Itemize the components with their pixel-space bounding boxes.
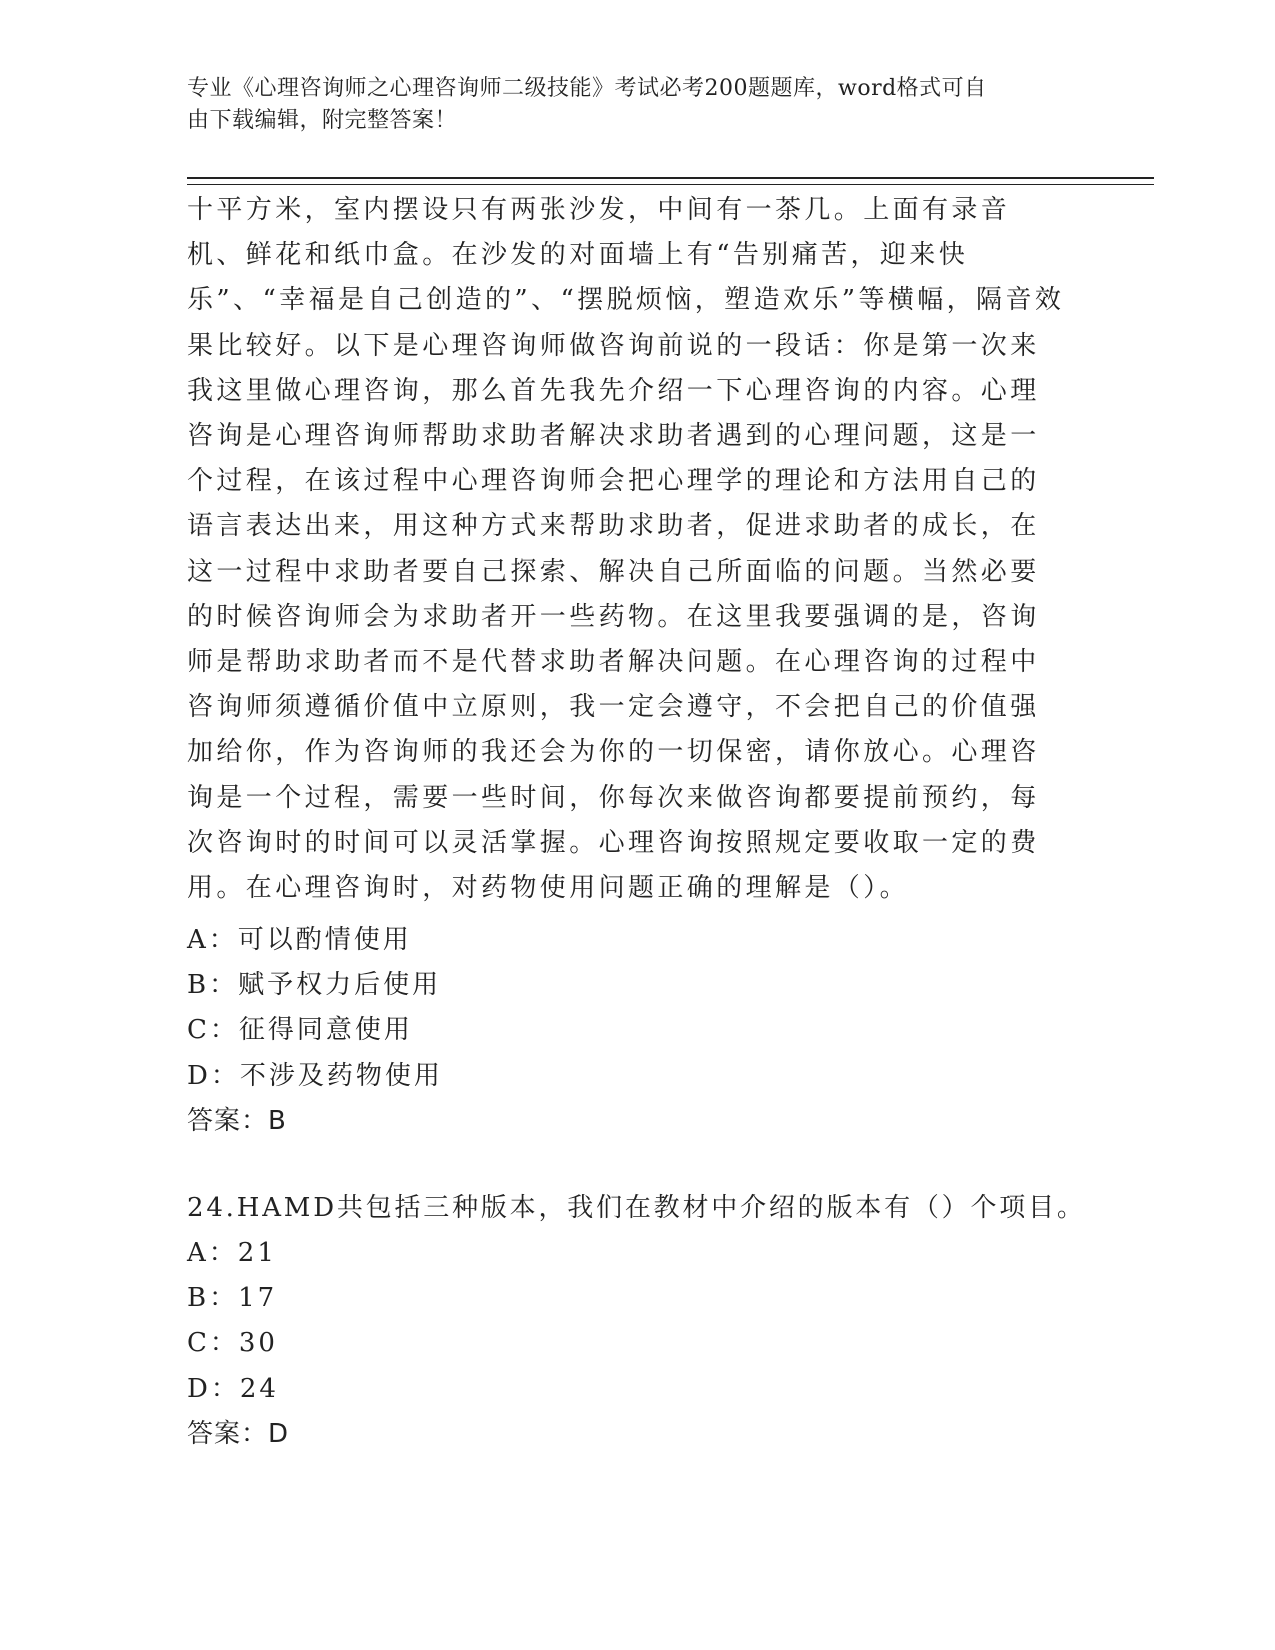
question-24-stem: 24.HAMD共包括三种版本，我们在教材中介绍的版本有（）个项目。: [187, 1193, 1086, 1223]
option-c: C：30: [187, 1328, 278, 1359]
question-24-options: [187, 1231, 1067, 1457]
option-b: B：赋予权力后使用: [187, 970, 442, 1001]
answer-label: 答案：: [187, 1105, 269, 1136]
option-d: D：24: [187, 1373, 279, 1404]
question-24-answer: [187, 1412, 1067, 1457]
header-divider-thin: [187, 184, 1154, 185]
document-header: [187, 73, 1067, 137]
header-divider-thick: [187, 177, 1154, 179]
answer-value: D: [268, 1418, 290, 1449]
header-title-line-2: 由下载编辑，附完整答案！: [187, 108, 458, 133]
option-b: B：17: [187, 1283, 278, 1314]
option-c: C：征得同意使用: [187, 1015, 413, 1046]
question-23-passage: 十平方米，室内摆设只有两张沙发，中间有一茶几。上面有录音机、鲜花和纸巾盒。在沙发的对面墙上有“告别痛苦，迎来快乐”、“幸福是自己创造的”、“摆脱烦恼，塑造欢乐”等横幅，隔音效果比较好。以下是心理咨询师做咨询前说的一段话：你是第一次来我这里做心理咨询，那么首先我先介绍一下心理咨询的内容。心理咨询是心理咨询师帮助求助者解决求助者遇到的心理问题，这是一个过程，在该过程中心理咨询师会把心理学的理论和方法用自己的语言表达出来，用这种方式来帮助求助者，促进求助者的成长，在这一过程中求助者要自己探索、解决自己所面临的问题。当然必要的时候咨询师会为求助者开一些药物。在这里我要强调的是，咨询师是帮助求助者而不是代替求助者解决问题。在心理咨询的过程中咨询师须遵循价值中立原则，我一定会遵守，不会把自己的价值强加给你，作为咨询师的我还会为你的一切保密，请你放心。心理咨询是一个过程，需要一些时间，你每次来做咨询都要提前预约，每次咨询时的时间可以灵活掌握。心理咨询按照规定要收取一定的费用。在心理咨询时，对药物使用问题正确的理解是（）。: [187, 195, 1065, 904]
option-a: A：21: [187, 1238, 277, 1268]
answer-label: 答案：: [187, 1418, 269, 1449]
option-a: A：可以酌情使用: [187, 925, 412, 955]
question-23-answer: [187, 1099, 1067, 1144]
answer-value: B: [268, 1105, 287, 1136]
header-title-line-1: 专业《心理咨询师之心理咨询师二级技能》考试必考200题题库，word格式可自: [187, 76, 987, 101]
question-23-options: [187, 918, 1067, 1144]
option-d: D：不涉及药物使用: [187, 1060, 443, 1091]
